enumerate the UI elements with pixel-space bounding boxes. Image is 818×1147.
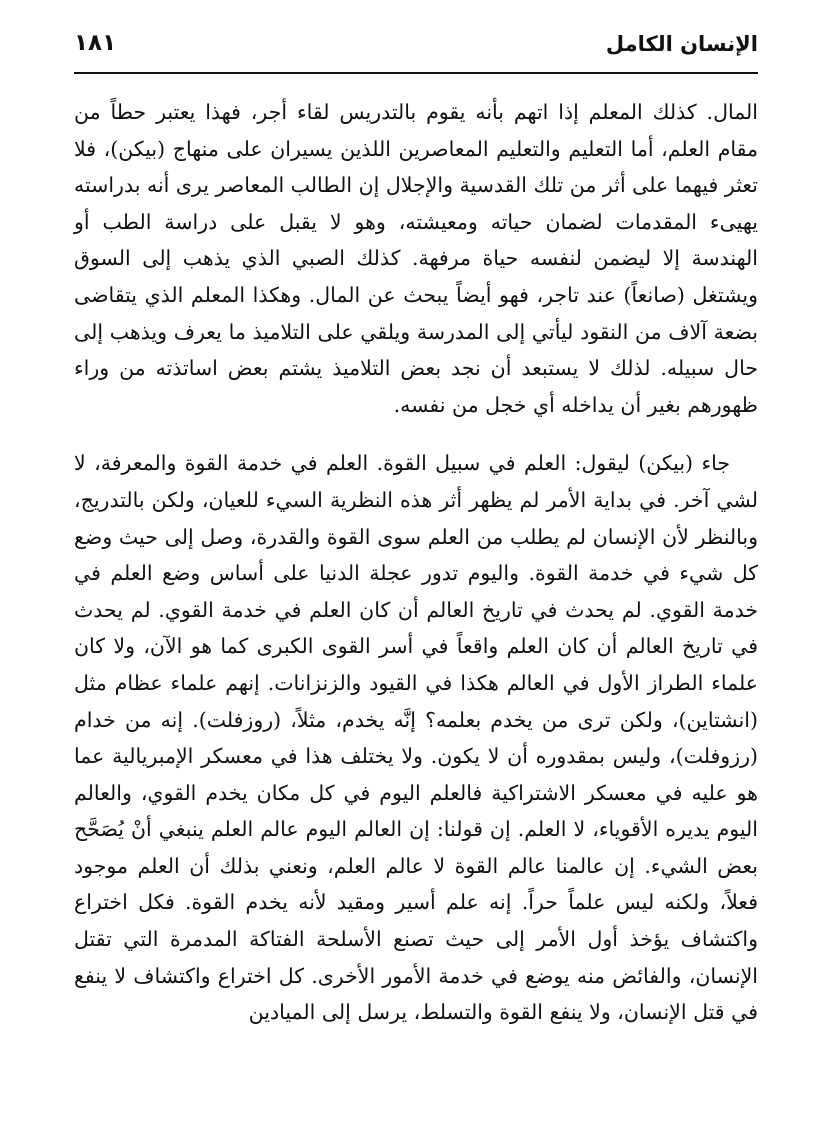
body-text <box>74 94 758 1031</box>
header-divider <box>74 72 758 74</box>
paragraph-2: جاء (بيكن) ليقول: العلم في سبيل القوة. العلم في خدمة القوة والمعرفة، لا لشي آخر. في بداية الأمر لم يظهر أثر هذه النظرية السيء للعيان، ولكن بالتدريج، وبالنظر لأن الإنسان لم يطلب من العلم سوى القوة والقدرة، وصل إلى حيث وضع كل شيء في خدمة القوة. واليوم تدور عجلة الدنيا على أساس وضع العلم في خدمة القوي. لم يحدث في تاريخ العالم أن كان العلم في خدمة القوي. لم يحدث في تاريخ العالم أن كان العلم واقعاً في أسر القوى الكبرى كما هو الآن، ولا كان علماء الطراز الأول في العالم هكذا في القيود والزنزانات. إنهم علماء عظام مثل (انشتاين)، ولكن ترى من يخدم بعلمه؟ إنَّه يخدم، مثلاً، (روزفلت). إنه من خدام (رزوفلت)، وليس بمقدوره أن لا يكون. ولا يختلف هذا في معسكر الإمبريالية عما هو عليه في معسكر الاشتراكية فالعلم اليوم في كل مكان يخدم القوي، والعالم اليوم يديره الأقوياء، لا العلم. إن قولنا: إن العالم اليوم عالم العلم ينبغي أنْ يُصَحَّح بعض الشيء. إن عالمنا عالم القوة لا عالم العلم، ونعني بذلك أن العلم موجود فعلاً، ولكنه ليس علماً حراً. إنه علم أسير ومقيد لأنه يخدم القوة. فكل اختراع واكتشاف يؤخذ أول الأمر إلى حيث تصنع الأسلحة الفتاكة المدمرة التي تقتل الإنسان، والفائض منه يوضع في خدمة الأمور الأخرى. كل اختراع واكتشاف لا ينفع في قتل الإنسان، ولا ينفع القوة والتسلط، يرسل إلى الميادين <box>74 451 758 1025</box>
running-title: الإنسان الكامل <box>605 32 758 56</box>
paragraph-1: المال. كذلك المعلم إذا اتهم بأنه يقوم بالتدريس لقاء أجر، فهذا يعتبر حطاً من مقام العلم، أما التعليم والتعليم المعاصرين اللذين يسيران على منهاج (بيكن)، فلا تعثر فيهما على أثر من تلك القدسية والإجلال إن الطالب المعاصر يرى أنه بدراسته يهيىء المقدمات لضمان حياته ومعيشته، وهو لا يقبل على دراسة الطب أو الهندسة إلا ليضمن لنفسه حياة مرفهة. كذلك الصبي الذي يذهب إلى السوق ويشتغل (صانعاً) عند تاجر، فهو أيضاً يبحث عن المال. وهكذا المعلم الذي يتقاضى بضعة آلاف من النقود ليأتي إلى المدرسة ويلقي على التلاميذ ما يعرف ويذهب إلى حال سبيله. لذلك لا يستبعد أن نجد بعض التلاميذ يشتم بعض اساتذته من وراء ظهورهم بغير أن يداخله أي خجل من نفسه. <box>74 100 758 417</box>
page-header <box>74 28 758 68</box>
page-number: ١٨١ <box>74 30 117 56</box>
